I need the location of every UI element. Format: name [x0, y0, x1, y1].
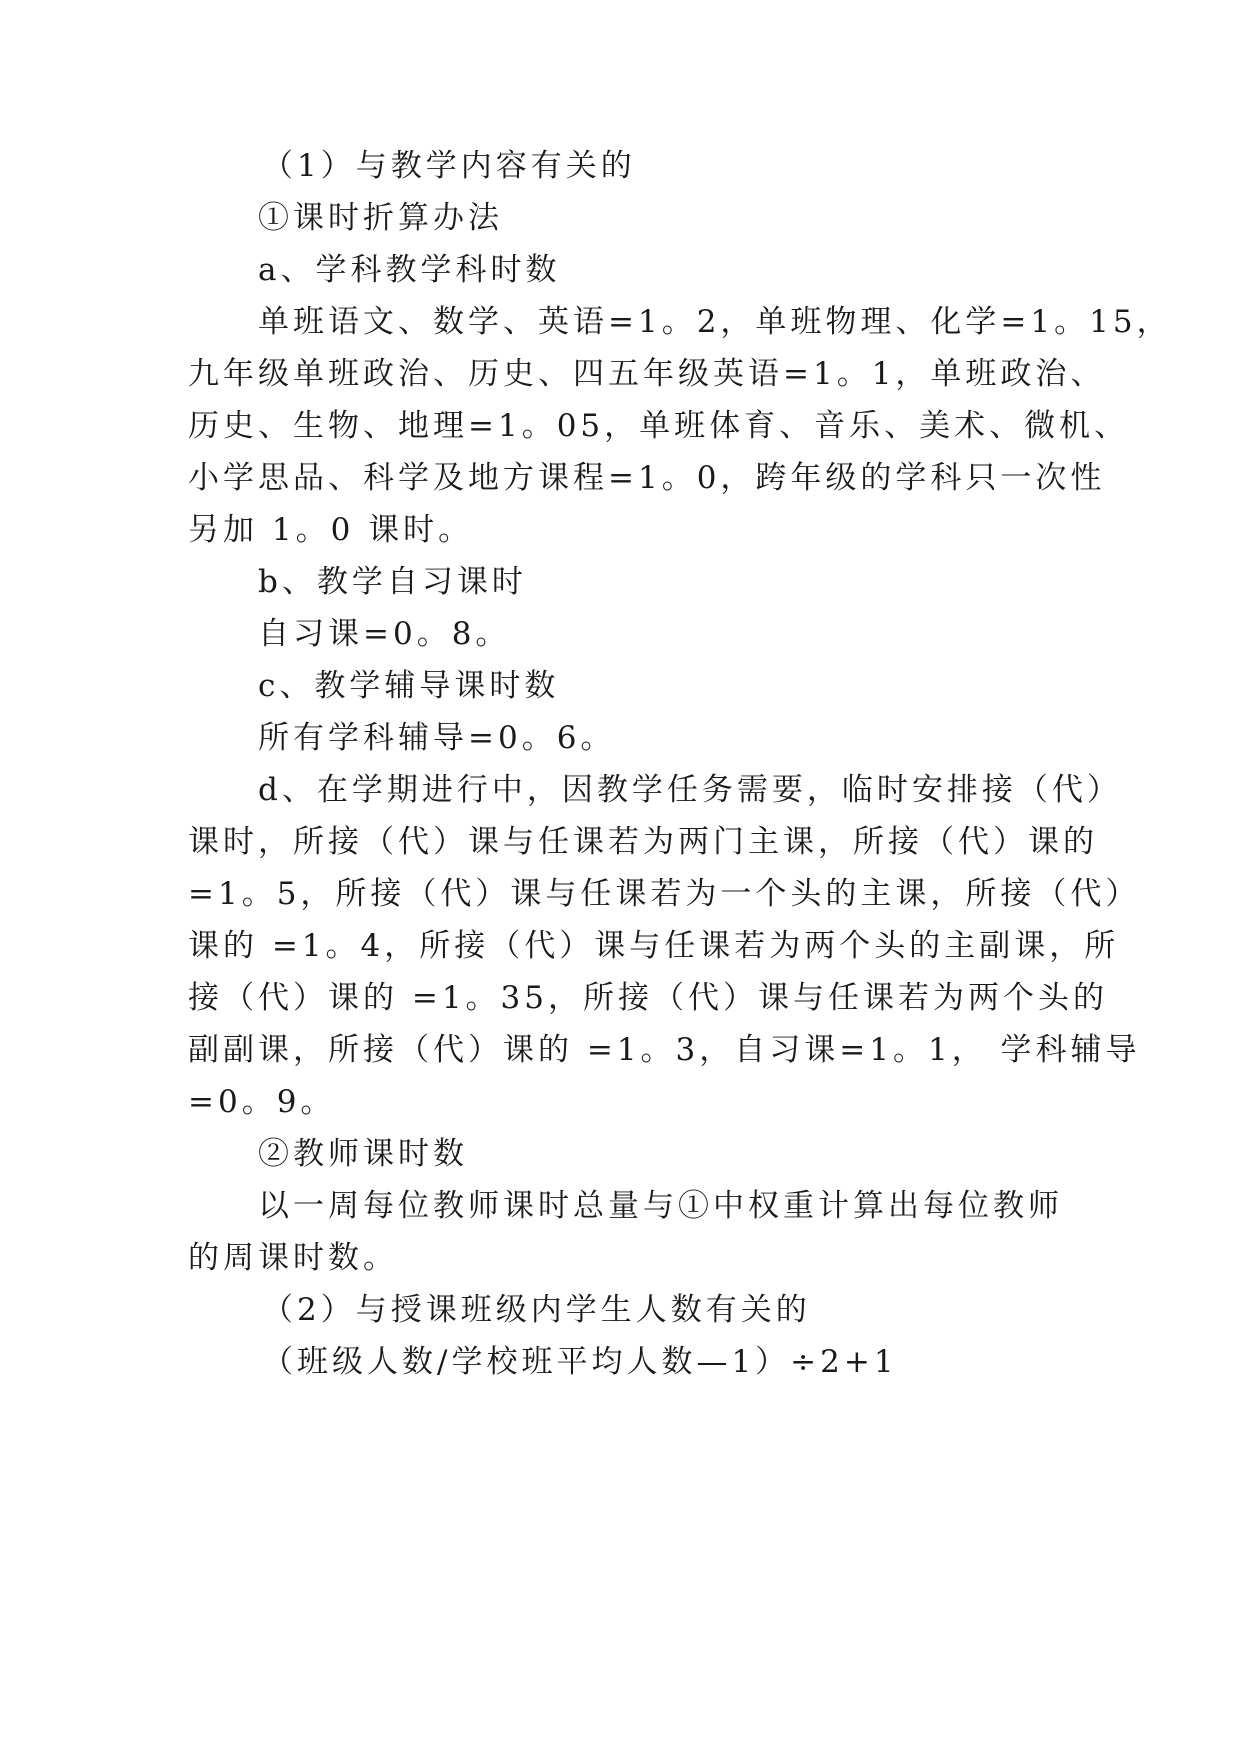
- paragraph-line: 所有学科辅导=0。6。: [258, 720, 616, 756]
- paragraph-line: 历史、生物、地理=1。05，单班体育、音乐、美术、微机、: [188, 408, 1130, 444]
- subheading-class-hour-conversion: ①课时折算办法: [258, 200, 503, 236]
- paragraph-line: 课的 =1。4，所接（代）课与任课若为两个头的主副课，所: [188, 928, 1120, 964]
- item-c-heading: c、教学辅导课时数: [258, 668, 560, 704]
- paragraph-line: 九年级单班政治、历史、四五年级英语=1。1，单班政治、: [188, 356, 1106, 392]
- paragraph-line: 以一周每位教师课时总量与①中权重计算出每位教师: [258, 1188, 1063, 1224]
- section-heading-1: （1）与教学内容有关的: [262, 148, 636, 184]
- paragraph-line: =0。9。: [188, 1084, 336, 1120]
- item-b-heading: b、教学自习课时: [258, 564, 527, 600]
- formula-line: （班级人数/学校班平均人数—1）÷2+1: [262, 1344, 898, 1380]
- paragraph-line: =1。5，所接（代）课与任课若为一个头的主课，所接（代）: [188, 876, 1141, 912]
- paragraph-line: 副副课，所接（代）课的 =1。3，自习课=1。1， 学科辅导: [188, 1032, 1141, 1068]
- paragraph-line: 课时，所接（代）课与任课若为两门主课，所接（代）课的: [188, 824, 1098, 860]
- paragraph-line: 单班语文、数学、英语=1。2，单班物理、化学=1。15，: [258, 304, 1172, 340]
- item-a-heading: a、学科教学科时数: [258, 252, 561, 288]
- item-d-paragraph-line: d、在学期进行中，因教学任务需要，临时安排接（代）: [258, 772, 1122, 808]
- paragraph-line: 小学思品、科学及地方课程=1。0，跨年级的学科只一次性: [188, 460, 1106, 496]
- paragraph-line: 的周课时数。: [188, 1240, 398, 1276]
- paragraph-line: 另加 1。0 课时。: [188, 512, 474, 548]
- paragraph-line: 自习课=0。8。: [258, 616, 511, 652]
- section-heading-2: （2）与授课班级内学生人数有关的: [262, 1292, 811, 1328]
- paragraph-line: 接（代）课的 =1。35，所接（代）课与任课若为两个头的: [188, 980, 1108, 1016]
- subheading-teacher-class-hours: ②教师课时数: [258, 1136, 468, 1172]
